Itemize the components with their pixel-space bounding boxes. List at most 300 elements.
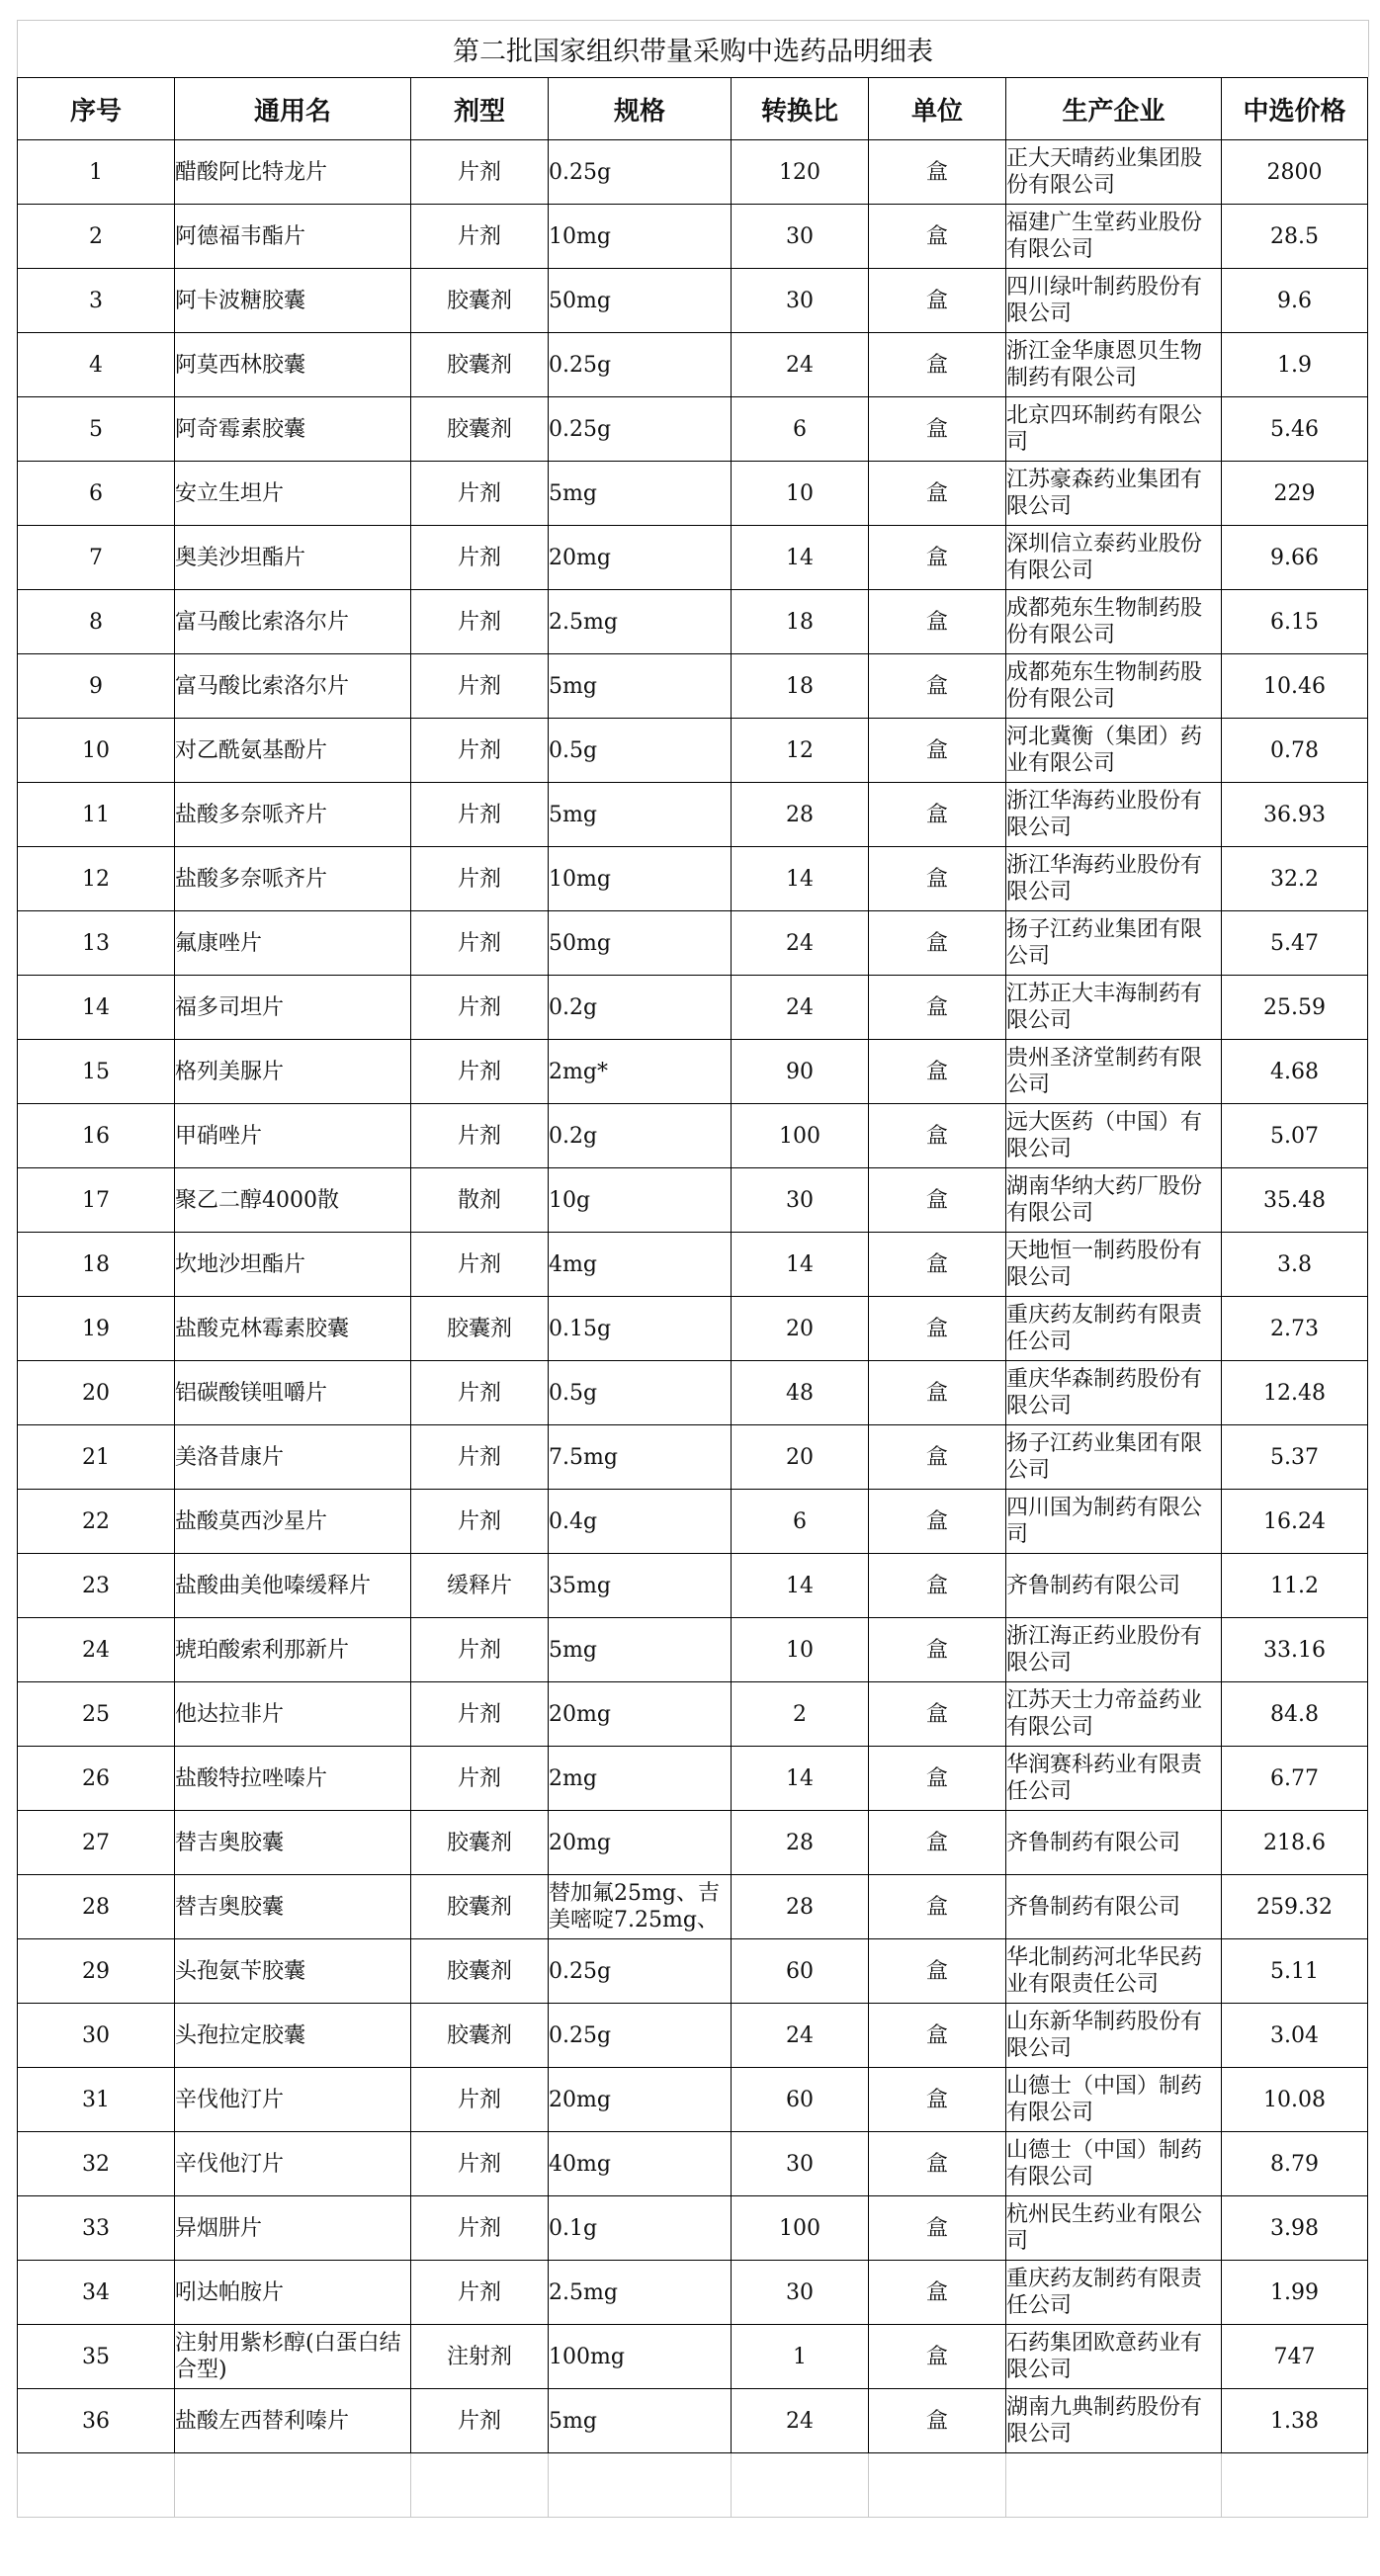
cell-name: 安立生坦片 [175,462,411,526]
table-row [18,1104,1368,1168]
table-row [18,140,1368,205]
table-row [18,1618,1368,1682]
cell-spec: 0.1g [549,2196,732,2261]
cell-ratio: 30 [732,2261,869,2325]
cell-index: 32 [18,2132,175,2196]
cell-unit: 盒 [869,1811,1006,1875]
table-row [18,1682,1368,1747]
cell-manufacturer: 河北冀衡（集团）药业有限公司 [1006,719,1222,783]
table-row [18,590,1368,654]
cell-unit: 盒 [869,1104,1006,1168]
cell-index: 18 [18,1233,175,1297]
cell-unit: 盒 [869,2261,1006,2325]
cell-ratio: 20 [732,1425,869,1490]
cell-price: 229 [1222,462,1368,526]
table-row [18,1168,1368,1233]
cell-spec: 10mg [549,205,732,269]
cell-ratio: 100 [732,2196,869,2261]
cell-index: 19 [18,1297,175,1361]
cell-unit: 盒 [869,719,1006,783]
cell-name: 阿德福韦酯片 [175,205,411,269]
cell-name: 奥美沙坦酯片 [175,526,411,590]
table-row [18,2261,1368,2325]
cell-unit: 盒 [869,1040,1006,1104]
cell-name: 阿莫西林胶囊 [175,333,411,397]
table-row [18,2004,1368,2068]
cell-spec: 50mg [549,911,732,976]
cell-form: 片剂 [411,2132,549,2196]
cell-form: 胶囊剂 [411,2004,549,2068]
table-row [18,2325,1368,2389]
empty-cell [1006,2453,1222,2518]
cell-unit: 盒 [869,140,1006,205]
cell-price: 1.38 [1222,2389,1368,2453]
cell-form: 片剂 [411,847,549,911]
cell-spec: 0.15g [549,1297,732,1361]
table-row [18,397,1368,462]
cell-name: 注射用紫杉醇(白蛋白结合型) [175,2325,411,2389]
cell-unit: 盒 [869,2389,1006,2453]
cell-price: 8.79 [1222,2132,1368,2196]
cell-form: 片剂 [411,783,549,847]
cell-ratio: 48 [732,1361,869,1425]
table-row [18,269,1368,333]
cell-form: 片剂 [411,1361,549,1425]
cell-index: 22 [18,1490,175,1554]
empty-cell [869,2453,1006,2518]
cell-form: 注射剂 [411,2325,549,2389]
table-row [18,654,1368,719]
cell-price: 3.04 [1222,2004,1368,2068]
cell-spec: 20mg [549,1811,732,1875]
table-row [18,205,1368,269]
cell-manufacturer: 重庆药友制药有限责任公司 [1006,2261,1222,2325]
cell-ratio: 18 [732,590,869,654]
cell-form: 片剂 [411,140,549,205]
cell-index: 27 [18,1811,175,1875]
cell-name: 美洛昔康片 [175,1425,411,1490]
cell-manufacturer: 天地恒一制药股份有限公司 [1006,1233,1222,1297]
cell-unit: 盒 [869,911,1006,976]
cell-ratio: 28 [732,1875,869,1939]
cell-ratio: 30 [732,269,869,333]
cell-name: 头孢拉定胶囊 [175,2004,411,2068]
cell-name: 盐酸左西替利嗪片 [175,2389,411,2453]
cell-price: 3.8 [1222,1233,1368,1297]
cell-unit: 盒 [869,1297,1006,1361]
table-row [18,2132,1368,2196]
cell-index: 2 [18,205,175,269]
cell-ratio: 14 [732,847,869,911]
cell-price: 259.32 [1222,1875,1368,1939]
table-row [18,911,1368,976]
cell-spec: 10g [549,1168,732,1233]
table-row [18,526,1368,590]
cell-name: 醋酸阿比特龙片 [175,140,411,205]
cell-spec: 0.5g [549,719,732,783]
page-title: 第二批国家组织带量采购中选药品明细表 [17,20,1369,77]
header-spec: 规格 [549,78,732,140]
cell-price: 9.66 [1222,526,1368,590]
cell-manufacturer: 远大医药（中国）有限公司 [1006,1104,1222,1168]
cell-ratio: 30 [732,1168,869,1233]
cell-unit: 盒 [869,462,1006,526]
cell-spec: 0.25g [549,140,732,205]
cell-unit: 盒 [869,397,1006,462]
cell-index: 36 [18,2389,175,2453]
cell-price: 2.73 [1222,1297,1368,1361]
cell-unit: 盒 [869,1682,1006,1747]
cell-index: 9 [18,654,175,719]
table-row [18,1361,1368,1425]
cell-ratio: 120 [732,140,869,205]
cell-manufacturer: 浙江华海药业股份有限公司 [1006,847,1222,911]
cell-ratio: 10 [732,462,869,526]
header-name: 通用名 [175,78,411,140]
cell-index: 28 [18,1875,175,1939]
cell-spec: 5mg [549,2389,732,2453]
cell-price: 5.11 [1222,1939,1368,2004]
cell-ratio: 24 [732,976,869,1040]
table-row [18,1811,1368,1875]
cell-unit: 盒 [869,1939,1006,2004]
cell-name: 琥珀酸索利那新片 [175,1618,411,1682]
cell-name: 头孢氨苄胶囊 [175,1939,411,2004]
cell-manufacturer: 山德士（中国）制药有限公司 [1006,2132,1222,2196]
cell-name: 吲达帕胺片 [175,2261,411,2325]
cell-name: 盐酸莫西沙星片 [175,1490,411,1554]
table-header [18,78,1368,140]
cell-price: 32.2 [1222,847,1368,911]
cell-unit: 盒 [869,2068,1006,2132]
cell-name: 对乙酰氨基酚片 [175,719,411,783]
cell-spec: 替加氟25mg、吉美嘧啶7.25mg、 [549,1875,732,1939]
cell-unit: 盒 [869,1618,1006,1682]
table-row [18,1554,1368,1618]
cell-manufacturer: 四川国为制药有限公司 [1006,1490,1222,1554]
cell-index: 6 [18,462,175,526]
table-row [18,1297,1368,1361]
cell-index: 15 [18,1040,175,1104]
empty-cell [1222,2453,1368,2518]
cell-form: 片剂 [411,2389,549,2453]
cell-spec: 0.25g [549,1939,732,2004]
cell-name: 替吉奥胶囊 [175,1811,411,1875]
cell-index: 7 [18,526,175,590]
cell-price: 36.93 [1222,783,1368,847]
cell-manufacturer: 浙江金华康恩贝生物制药有限公司 [1006,333,1222,397]
cell-manufacturer: 江苏天士力帝益药业有限公司 [1006,1682,1222,1747]
empty-cell [732,2453,869,2518]
cell-unit: 盒 [869,783,1006,847]
table-row [18,1425,1368,1490]
cell-spec: 100mg [549,2325,732,2389]
cell-unit: 盒 [869,847,1006,911]
cell-ratio: 60 [732,1939,869,2004]
cell-index: 20 [18,1361,175,1425]
cell-ratio: 10 [732,1618,869,1682]
cell-price: 218.6 [1222,1811,1368,1875]
cell-unit: 盒 [869,590,1006,654]
table-row [18,1040,1368,1104]
cell-unit: 盒 [869,1875,1006,1939]
cell-unit: 盒 [869,1490,1006,1554]
cell-manufacturer: 江苏正大丰海制药有限公司 [1006,976,1222,1040]
cell-name: 格列美脲片 [175,1040,411,1104]
cell-form: 胶囊剂 [411,269,549,333]
cell-form: 片剂 [411,1040,549,1104]
cell-name: 氟康唑片 [175,911,411,976]
cell-manufacturer: 华润赛科药业有限责任公司 [1006,1747,1222,1811]
cell-index: 29 [18,1939,175,2004]
cell-unit: 盒 [869,2325,1006,2389]
cell-index: 16 [18,1104,175,1168]
cell-manufacturer: 扬子江药业集团有限公司 [1006,911,1222,976]
cell-spec: 20mg [549,1682,732,1747]
cell-form: 片剂 [411,976,549,1040]
cell-ratio: 6 [732,397,869,462]
cell-spec: 2mg [549,1747,732,1811]
cell-name: 替吉奥胶囊 [175,1875,411,1939]
cell-spec: 4mg [549,1233,732,1297]
cell-index: 33 [18,2196,175,2261]
cell-form: 片剂 [411,2196,549,2261]
cell-spec: 0.25g [549,333,732,397]
cell-name: 辛伐他汀片 [175,2132,411,2196]
cell-name: 铝碳酸镁咀嚼片 [175,1361,411,1425]
cell-unit: 盒 [869,1425,1006,1490]
cell-unit: 盒 [869,205,1006,269]
cell-spec: 0.25g [549,397,732,462]
cell-manufacturer: 华北制药河北华民药业有限责任公司 [1006,1939,1222,2004]
cell-index: 34 [18,2261,175,2325]
cell-form: 片剂 [411,205,549,269]
cell-price: 5.37 [1222,1425,1368,1490]
cell-index: 8 [18,590,175,654]
cell-form: 片剂 [411,2068,549,2132]
table-row [18,1490,1368,1554]
cell-spec: 7.5mg [549,1425,732,1490]
cell-name: 盐酸克林霉素胶囊 [175,1297,411,1361]
table-row [18,2068,1368,2132]
cell-form: 片剂 [411,526,549,590]
cell-name: 福多司坦片 [175,976,411,1040]
cell-manufacturer: 湖南华纳大药厂股份有限公司 [1006,1168,1222,1233]
cell-manufacturer: 四川绿叶制药股份有限公司 [1006,269,1222,333]
cell-spec: 10mg [549,847,732,911]
cell-price: 2800 [1222,140,1368,205]
cell-ratio: 2 [732,1682,869,1747]
cell-unit: 盒 [869,526,1006,590]
header-row [18,78,1368,140]
cell-ratio: 14 [732,1747,869,1811]
table-row [18,847,1368,911]
cell-manufacturer: 杭州民生药业有限公司 [1006,2196,1222,2261]
cell-name: 异烟肼片 [175,2196,411,2261]
cell-form: 片剂 [411,654,549,719]
cell-spec: 20mg [549,526,732,590]
header-index: 序号 [18,78,175,140]
cell-price: 11.2 [1222,1554,1368,1618]
cell-index: 1 [18,140,175,205]
table-row [18,1233,1368,1297]
cell-price: 4.68 [1222,1040,1368,1104]
cell-price: 5.47 [1222,911,1368,976]
cell-index: 30 [18,2004,175,2068]
cell-price: 84.8 [1222,1682,1368,1747]
cell-ratio: 90 [732,1040,869,1104]
empty-cell [175,2453,411,2518]
cell-unit: 盒 [869,1168,1006,1233]
cell-index: 3 [18,269,175,333]
cell-manufacturer: 江苏豪森药业集团有限公司 [1006,462,1222,526]
cell-price: 9.6 [1222,269,1368,333]
cell-unit: 盒 [869,2196,1006,2261]
cell-price: 1.99 [1222,2261,1368,2325]
cell-manufacturer: 石药集团欧意药业有限公司 [1006,2325,1222,2389]
cell-name: 聚乙二醇4000散 [175,1168,411,1233]
cell-form: 胶囊剂 [411,397,549,462]
cell-spec: 35mg [549,1554,732,1618]
cell-form: 片剂 [411,911,549,976]
cell-form: 胶囊剂 [411,1297,549,1361]
cell-manufacturer: 重庆华森制药股份有限公司 [1006,1361,1222,1425]
cell-name: 盐酸多奈哌齐片 [175,783,411,847]
cell-spec: 20mg [549,2068,732,2132]
cell-manufacturer: 福建广生堂药业股份有限公司 [1006,205,1222,269]
cell-spec: 0.5g [549,1361,732,1425]
cell-name: 他达拉非片 [175,1682,411,1747]
cell-unit: 盒 [869,2004,1006,2068]
cell-index: 13 [18,911,175,976]
cell-manufacturer: 齐鲁制药有限公司 [1006,1554,1222,1618]
cell-index: 5 [18,397,175,462]
cell-spec: 5mg [549,462,732,526]
cell-form: 片剂 [411,1104,549,1168]
cell-unit: 盒 [869,1554,1006,1618]
cell-ratio: 20 [732,1297,869,1361]
cell-index: 10 [18,719,175,783]
cell-price: 16.24 [1222,1490,1368,1554]
cell-form: 片剂 [411,1233,549,1297]
cell-price: 5.07 [1222,1104,1368,1168]
cell-name: 辛伐他汀片 [175,2068,411,2132]
cell-manufacturer: 成都苑东生物制药股份有限公司 [1006,590,1222,654]
cell-spec: 0.2g [549,1104,732,1168]
cell-ratio: 18 [732,654,869,719]
drug-table [17,77,1368,2518]
cell-manufacturer: 扬子江药业集团有限公司 [1006,1425,1222,1490]
cell-spec: 0.2g [549,976,732,1040]
cell-form: 片剂 [411,1490,549,1554]
cell-index: 17 [18,1168,175,1233]
table-row [18,1747,1368,1811]
cell-price: 28.5 [1222,205,1368,269]
cell-manufacturer: 湖南九典制药股份有限公司 [1006,2389,1222,2453]
empty-cell [18,2453,175,2518]
cell-index: 31 [18,2068,175,2132]
cell-price: 6.15 [1222,590,1368,654]
cell-unit: 盒 [869,1747,1006,1811]
cell-spec: 40mg [549,2132,732,2196]
table-row [18,1875,1368,1939]
cell-name: 富马酸比索洛尔片 [175,654,411,719]
cell-unit: 盒 [869,269,1006,333]
cell-manufacturer: 北京四环制药有限公司 [1006,397,1222,462]
cell-name: 富马酸比索洛尔片 [175,590,411,654]
cell-price: 10.08 [1222,2068,1368,2132]
cell-index: 4 [18,333,175,397]
cell-price: 3.98 [1222,2196,1368,2261]
header-unit: 单位 [869,78,1006,140]
cell-manufacturer: 贵州圣济堂制药有限公司 [1006,1040,1222,1104]
cell-ratio: 24 [732,2389,869,2453]
cell-index: 21 [18,1425,175,1490]
cell-ratio: 28 [732,1811,869,1875]
cell-price: 6.77 [1222,1747,1368,1811]
cell-form: 片剂 [411,1425,549,1490]
cell-manufacturer: 深圳信立泰药业股份有限公司 [1006,526,1222,590]
cell-form: 胶囊剂 [411,1875,549,1939]
cell-manufacturer: 山德士（中国）制药有限公司 [1006,2068,1222,2132]
cell-ratio: 24 [732,911,869,976]
cell-ratio: 24 [732,333,869,397]
cell-unit: 盒 [869,654,1006,719]
table-row [18,719,1368,783]
cell-manufacturer: 浙江海正药业股份有限公司 [1006,1618,1222,1682]
cell-index: 25 [18,1682,175,1747]
header-form: 剂型 [411,78,549,140]
cell-spec: 50mg [549,269,732,333]
cell-ratio: 14 [732,526,869,590]
cell-manufacturer: 山东新华制药股份有限公司 [1006,2004,1222,2068]
cell-ratio: 14 [732,1554,869,1618]
cell-index: 14 [18,976,175,1040]
table-row [18,462,1368,526]
cell-ratio: 30 [732,2132,869,2196]
header-manufacturer: 生产企业 [1006,78,1222,140]
cell-spec: 5mg [549,783,732,847]
table-row [18,1939,1368,2004]
table-row [18,333,1368,397]
cell-spec: 5mg [549,1618,732,1682]
cell-ratio: 28 [732,783,869,847]
cell-name: 盐酸特拉唑嗪片 [175,1747,411,1811]
cell-ratio: 1 [732,2325,869,2389]
cell-price: 12.48 [1222,1361,1368,1425]
cell-ratio: 12 [732,719,869,783]
cell-price: 5.46 [1222,397,1368,462]
cell-unit: 盒 [869,2132,1006,2196]
cell-price: 33.16 [1222,1618,1368,1682]
cell-spec: 0.4g [549,1490,732,1554]
table-row [18,2196,1368,2261]
cell-ratio: 14 [732,1233,869,1297]
cell-form: 胶囊剂 [411,1811,549,1875]
cell-form: 片剂 [411,1682,549,1747]
cell-index: 23 [18,1554,175,1618]
table-row [18,783,1368,847]
cell-spec: 2.5mg [549,2261,732,2325]
cell-unit: 盒 [869,1233,1006,1297]
cell-form: 缓释片 [411,1554,549,1618]
cell-unit: 盒 [869,333,1006,397]
cell-ratio: 100 [732,1104,869,1168]
cell-name: 阿卡波糖胶囊 [175,269,411,333]
cell-spec: 5mg [549,654,732,719]
cell-index: 24 [18,1618,175,1682]
cell-manufacturer: 齐鲁制药有限公司 [1006,1875,1222,1939]
